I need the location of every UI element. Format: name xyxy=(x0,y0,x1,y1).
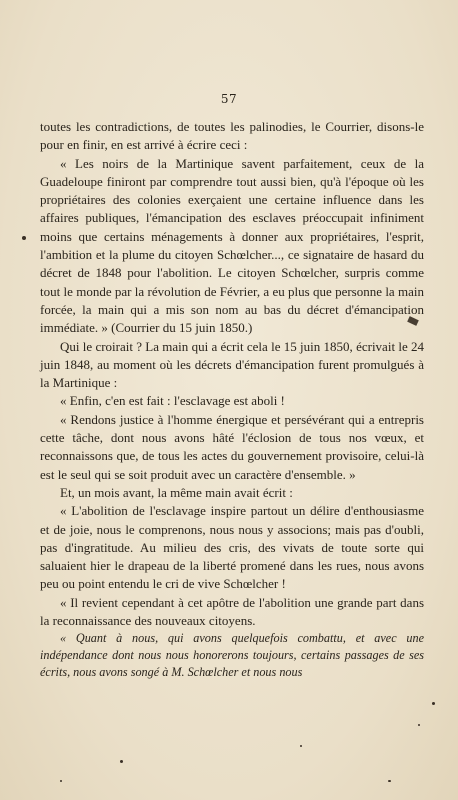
paragraph: « Quant à nous, qui avons quelquefois combattu, et avec une indépendance dont nous nous honorerons toujours, certains passages de ses écrits, nous avons songé à M. Schœlcher et nous nous xyxy=(40,631,424,680)
paragraph: « Rendons justice à l'homme énergique et persévérant qui a entrepris cette tâche, dont nous avons hâté l'éclosion de tous nos vœux, et reconnaissons que, de tous les actes du gouvernement provisoire, celui-là est le seul qui se soit produit avec un caractère d'ensemble. » xyxy=(40,411,424,482)
paragraph: « Les noirs de la Martinique savent parfaitement, ceux de la Guadeloupe finiront par comprendre tout aussi bien, qu'à l'époque où les propriétaires des colonies exerçaient une certaine influence dans les affaires publiques, l'émancipation des esclaves préoccupait infiniment moins que certains ménagements à donner aux propriétaires, l'esprit, l'ambition et la plume du citoyen Schœlcher..., ce signataire de hasard du décret de 1848 pour l'abolition. Le citoyen Schœlcher, surpris comme tout le monde par la révolution de Février, a eu plus que personne la main forcée, la main qui a mis son nom au bas du décret d'émancipation immédiate. » (Courrier du 15 juin 1850.) xyxy=(40,155,424,336)
paper-speck xyxy=(60,780,62,782)
paragraph: « L'abolition de l'esclavage inspire partout un délire d'enthousiasme et de joie, nous le comprenons, nous nous y associons; mais pas d'oubli, pas d'ingratitude. Au milieu des cris, des vivats de toute sorte qui saluaient hier le drapeau de la liberté promené dans les rues, nous avons peu ou point entendu le cri de vive Schœlcher ! xyxy=(40,503,424,592)
paragraph: Qui le croirait ? La main qui a écrit cela le 15 juin 1850, écrivait le 24 juin 1848, au moment où les décrets d'émancipation furent promulgués à la Martinique : xyxy=(40,338,424,391)
body-text xyxy=(40,118,424,681)
page-number: 57 xyxy=(220,92,238,106)
paragraph: « Enfin, c'en est fait : l'esclavage est aboli ! xyxy=(60,393,285,409)
paragraph: « Il revient cependant à cet apôtre de l'abolition une grande part dans la reconnaissance des nouveaux citoyens. xyxy=(40,594,424,629)
paper-speck xyxy=(418,724,420,726)
paragraph: toutes les contradictions, de toutes les palinodies, le Courrier, disons-le pour en finir, en est arrivé à écrire ceci : xyxy=(40,119,424,153)
paper-speck xyxy=(120,760,123,763)
paper-speck xyxy=(432,702,435,705)
paper-speck xyxy=(300,745,302,747)
paper-speck xyxy=(388,780,391,782)
paper-speck xyxy=(22,236,26,240)
paragraph: Et, un mois avant, la même main avait écrit : xyxy=(60,484,293,500)
